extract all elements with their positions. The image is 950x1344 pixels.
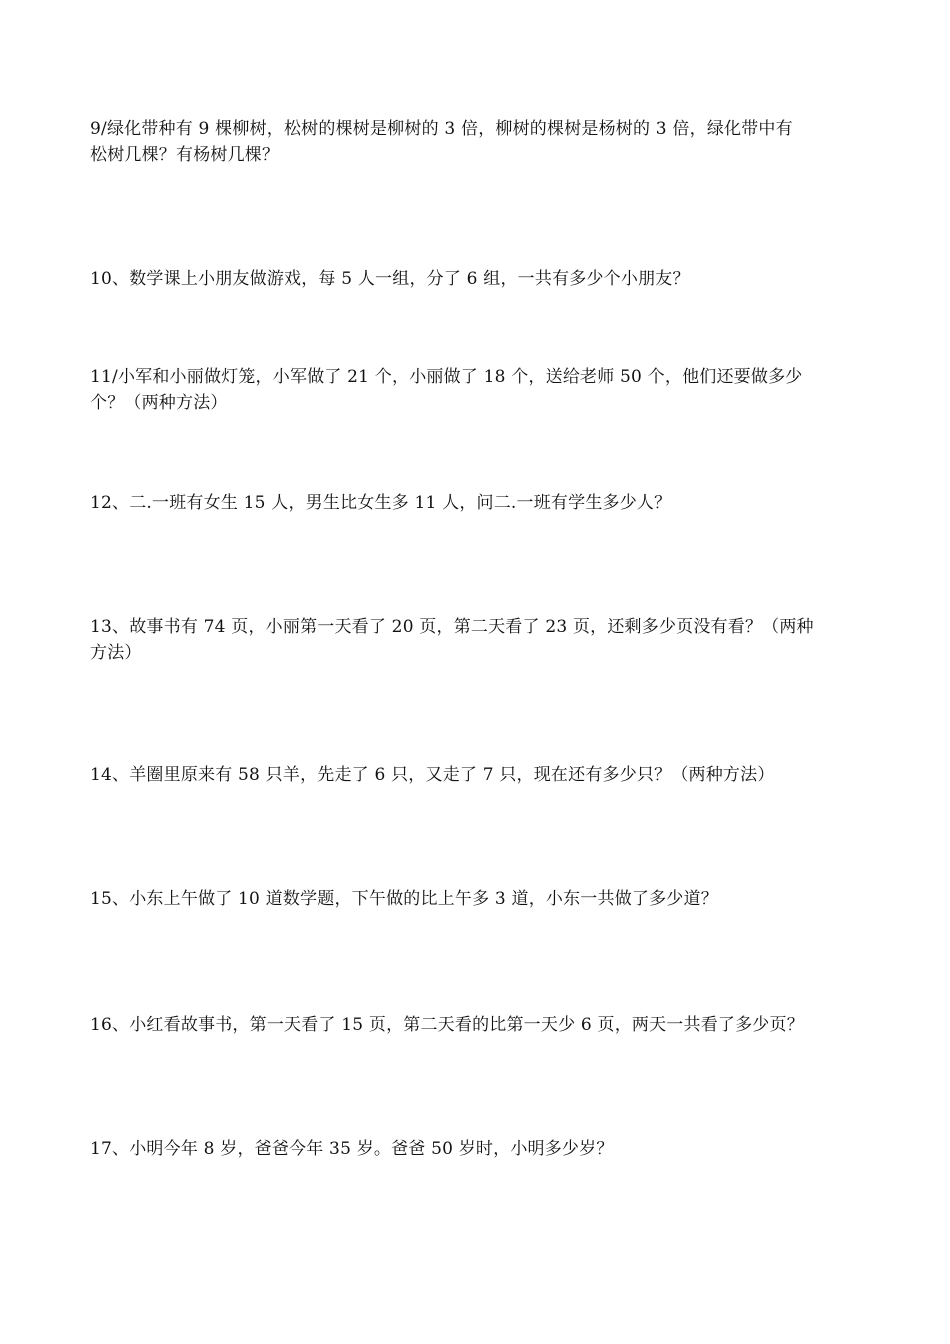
problem-12-line-1: 12、二.一班有女生 15 人，男生比女生多 11 人，问二.一班有学生多少人？ [90,493,672,513]
problem-13-line-1: 13、故事书有 74 页，小丽第一天看了 20 页，第二天看了 23 页，还剩多少页没有看？（两种 [90,617,814,637]
problem-11 [90,364,865,416]
problem-9-line-2: 松树几棵？有杨树几棵？ [90,145,280,165]
problem-10-line-1: 10、数学课上小朋友做游戏，每 5 人一组，分了 6 组，一共有多少个小朋友？ [90,269,690,289]
problem-10 [90,266,865,292]
problem-16 [90,1012,865,1038]
problem-15 [90,886,865,912]
problem-9-line-1: 9/绿化带种有 9 棵柳树，松树的棵树是柳树的 3 倍，柳树的棵树是杨树的 3 倍，绿化带中有 [90,119,793,139]
problem-9 [90,116,865,168]
problem-12 [90,490,865,516]
problem-14-line-1: 14、羊圈里原来有 58 只羊，先走了 6 只，又走了 7 只，现在还有多少只？（两种方法） [90,765,775,785]
problem-15-line-1: 15、小东上午做了 10 道数学题，下午做的比上午多 3 道，小东一共做了多少道？ [90,889,718,909]
problem-16-line-1: 16、小红看故事书，第一天看了 15 页，第二天看的比第一天少 6 页，两天一共看了多少页？ [90,1015,804,1035]
problem-17 [90,1136,865,1162]
problem-11-line-2: 个？（两种方法） [90,393,228,413]
problem-17-line-1: 17、小明今年 8 岁，爸爸今年 35 岁。爸爸 50 岁时，小明多少岁？ [90,1139,614,1159]
problem-13-line-2: 方法） [90,643,142,663]
problem-11-line-1: 11/小军和小丽做灯笼，小军做了 21 个，小丽做了 18 个，送给老师 50 个，他们还要做多少 [90,367,803,387]
problem-14 [90,762,865,788]
problem-13 [90,614,865,666]
